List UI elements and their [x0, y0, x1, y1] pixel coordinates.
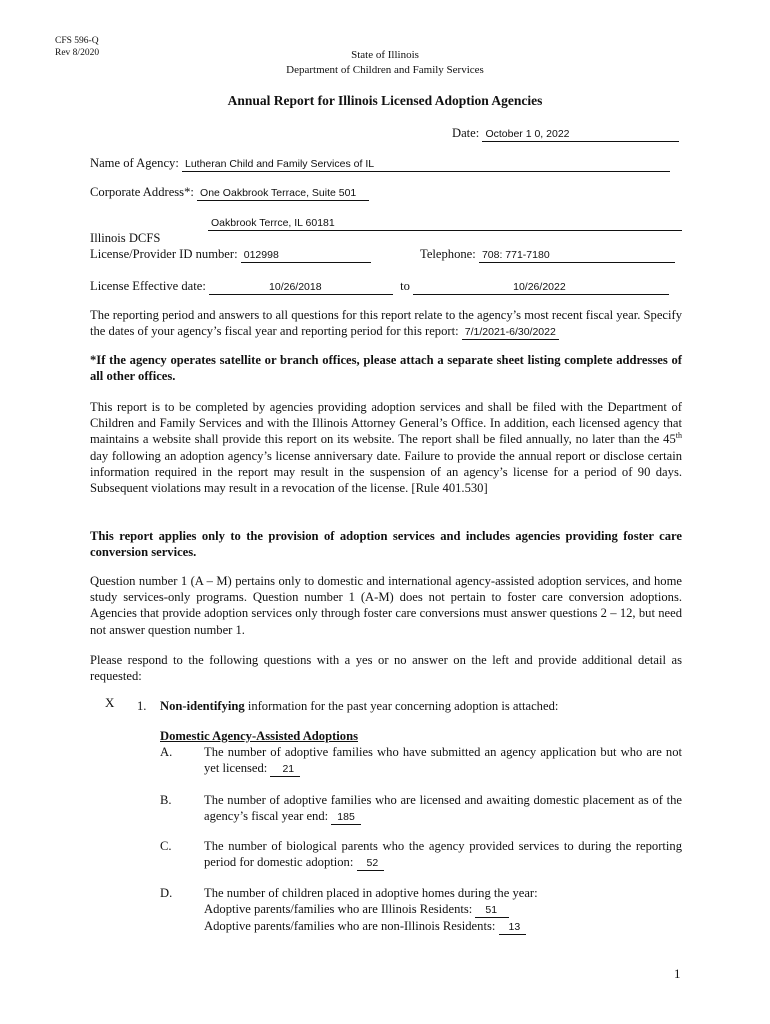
item-d-line1-value[interactable]: 51: [475, 904, 509, 918]
q1-answer-mark[interactable]: X: [105, 695, 115, 710]
item-c-text: The number of biological parents who the agency provided services to during the reporting period for domestic adoption:: [204, 839, 682, 870]
reporting-text: The reporting period and answers to all questions for this report relate to the agency’s most recent fiscal year. Specify the dates of your agency’s fiscal year and reporting period for this report:: [90, 308, 682, 339]
item-d-letter: D.: [160, 886, 173, 900]
address-label: Corporate Address*:: [90, 185, 194, 199]
dcfs-label-line1: Illinois DCFS: [90, 231, 161, 245]
section-heading: Domestic Agency-Assisted Adoptions: [160, 729, 359, 743]
form-number: CFS 596-Q: [55, 36, 99, 46]
item-b-text: The number of adoptive families who are licensed and awaiting domestic placement as of the agency’s fiscal year end:: [204, 793, 682, 824]
page-number: 1: [674, 966, 681, 981]
agency-name-field[interactable]: Lutheran Child and Family Services of IL: [182, 157, 670, 172]
item-a-text: The number of adoptive families who have submitted an agency application but who are not yet licensed:: [204, 745, 682, 776]
item-d-line2: [204, 918, 682, 935]
item-b-letter: B.: [160, 793, 172, 807]
date-row: [452, 125, 679, 142]
applies-note: This report applies only to the provision of adoption services and includes agencies providing foster care conversion services.: [90, 529, 682, 560]
filing-text-part2: day following an adoption agency’s license anniversary date. Failure to provide the annual report or disclose certain information required in the report may result in the suspension of an agency’s license for a period of 90 days. Subsequent violations may result in a revocation of the license. [Rule 401.530]: [90, 448, 682, 496]
dcfs-row: [90, 246, 371, 263]
q1-bold-text: Non-identifying: [160, 699, 245, 713]
q1-rest-text: information for the past year concerning adoption is attached:: [244, 699, 559, 713]
item-c-value[interactable]: 52: [357, 857, 385, 871]
license-row: [90, 278, 669, 295]
date-field[interactable]: October 1 0, 2022: [482, 127, 679, 142]
telephone-row: [420, 246, 675, 263]
license-to-label: to: [400, 279, 410, 293]
filing-paragraph: [90, 399, 682, 496]
item-d-text: The number of children placed in adoptive homes during the year:: [204, 886, 538, 900]
item-c-letter: C.: [160, 839, 172, 853]
agency-label: Name of Agency:: [90, 156, 179, 170]
item-d-line1: [204, 901, 682, 918]
item-d: [204, 885, 682, 935]
item-a-letter: A.: [160, 745, 173, 759]
item-d-line1-label: Adoptive parents/families who are Illinois Residents:: [204, 902, 473, 917]
address-line1-field[interactable]: One Oakbrook Terrace, Suite 501: [197, 186, 369, 201]
header-state: State of Illinois: [351, 49, 419, 61]
item-d-line2-value[interactable]: 13: [499, 921, 527, 935]
filing-superscript: th: [675, 431, 682, 441]
item-b: [204, 792, 682, 825]
header-department: Department of Children and Family Services: [286, 64, 484, 76]
address-row: [90, 184, 369, 201]
questions-paragraph: Question number 1 (A – M) pertains only to domestic and international agency-assisted adoption services, and home study services-only programs. Question number 1 (A-M) does not pertain to foster care conversion adoptions. Agencies that provide adoption services only through foster care conversions must answer questions 2 – 12, but need not answer question number 1.: [90, 574, 682, 637]
reporting-period-paragraph: [90, 307, 682, 340]
license-from-field[interactable]: 10/26/2018: [209, 280, 393, 295]
address-line2-row: [208, 214, 682, 231]
filing-text-part1: This report is to be completed by agencies providing adoption services and shall be filed with the Department of Children and Family Services and with the Illinois Attorney General’s Office. In addition, each licensed agency that maintains a website shall provide this report on its website. The report shall be filed annually, no later than the 45: [90, 400, 682, 447]
respond-paragraph: Please respond to the following questions with a yes or no answer on the left and provide additional detail as requested:: [90, 653, 682, 684]
q1-text: [160, 698, 558, 714]
item-c: [204, 838, 682, 871]
dcfs-label: License/Provider ID number:: [90, 247, 238, 261]
telephone-field[interactable]: 708: 771-7180: [479, 248, 675, 263]
dcfs-id-field[interactable]: 012998: [241, 248, 371, 263]
address-line2-field[interactable]: Oakbrook Terrce, IL 60181: [208, 216, 682, 231]
telephone-label: Telephone:: [420, 247, 476, 261]
license-label: License Effective date:: [90, 279, 206, 293]
agency-row: [90, 155, 670, 172]
date-label: Date:: [452, 126, 480, 140]
q1-number: 1.: [137, 699, 147, 713]
item-b-value[interactable]: 185: [331, 811, 361, 825]
item-d-line2-label: Adoptive parents/families who are non-Illinois Residents:: [204, 919, 496, 934]
license-to-field[interactable]: 10/26/2022: [413, 280, 669, 295]
form-revision: Rev 8/2020: [55, 47, 100, 58]
item-a: [204, 744, 682, 777]
page-title: Annual Report for Illinois Licensed Adoption Agencies: [227, 93, 543, 108]
satellite-note: *If the agency operates satellite or branch offices, please attach a separate sheet listing complete addresses of all other offices.: [90, 353, 682, 384]
item-a-value[interactable]: 21: [270, 763, 300, 777]
reporting-period-field[interactable]: 7/1/2021-6/30/2022: [462, 326, 559, 340]
